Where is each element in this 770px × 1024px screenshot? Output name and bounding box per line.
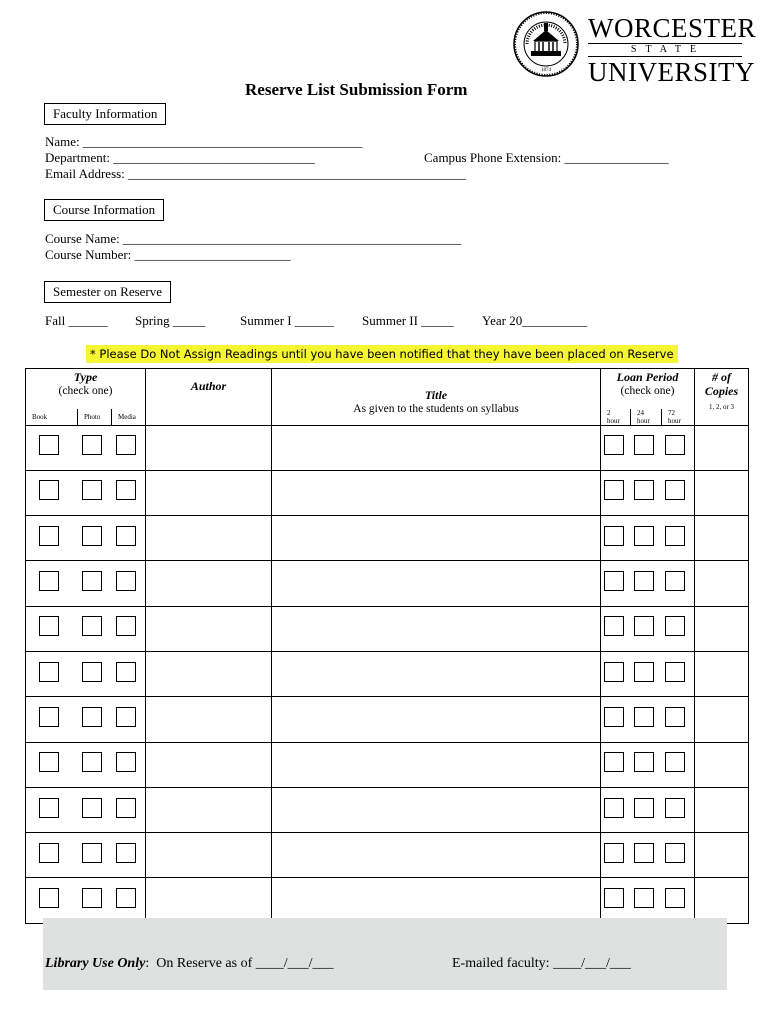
library-use-block	[45, 956, 334, 972]
summer2-field[interactable]: Summer II _____	[362, 313, 454, 328]
table-row	[26, 833, 749, 878]
type-media-checkbox[interactable]	[116, 752, 136, 772]
spring-field[interactable]: Spring _____	[135, 313, 206, 328]
photo-cell	[78, 606, 112, 651]
media-cell	[112, 742, 146, 787]
title-subheader: As given to the students on syllabus	[353, 403, 519, 415]
author-cell[interactable]	[146, 470, 272, 515]
loan-72-checkbox[interactable]	[665, 435, 685, 455]
loan-72-checkbox[interactable]	[665, 526, 685, 546]
loan-72-checkbox[interactable]	[665, 707, 685, 727]
loan-2-checkbox[interactable]	[604, 752, 624, 772]
author-cell[interactable]	[146, 516, 272, 561]
table-header-row	[26, 369, 749, 409]
loan-24-checkbox[interactable]	[634, 888, 654, 908]
media-cell	[112, 470, 146, 515]
library-use-label: Library Use Only	[45, 956, 146, 971]
type-media-checkbox[interactable]	[116, 526, 136, 546]
media-cell	[112, 561, 146, 606]
author-cell[interactable]	[146, 697, 272, 742]
loan-2-checkbox[interactable]	[604, 526, 624, 546]
type-photo-checkbox[interactable]	[82, 480, 102, 500]
loan-24-checkbox[interactable]	[634, 616, 654, 636]
type-book-checkbox[interactable]	[39, 798, 59, 818]
loan-24-checkbox[interactable]	[634, 843, 654, 863]
university-wordmark	[588, 13, 757, 87]
media-cell	[112, 606, 146, 651]
loan-24-cell	[631, 409, 662, 426]
author-header-cell	[146, 369, 272, 426]
type-media-label: Media	[118, 412, 136, 421]
table-row	[26, 516, 749, 561]
loan-72-cell	[662, 470, 695, 515]
author-cell[interactable]	[146, 651, 272, 696]
loan-24-checkbox[interactable]	[634, 480, 654, 500]
photo-cell	[78, 787, 112, 832]
type-media-checkbox[interactable]	[116, 707, 136, 727]
copies-cell[interactable]	[695, 470, 749, 515]
book-cell	[26, 651, 78, 696]
copies-header-cell	[695, 369, 749, 426]
loan-72-cell	[662, 697, 695, 742]
type-media-checkbox[interactable]	[116, 798, 136, 818]
on-reserve-date-field[interactable]: : On Reserve as of ____/___/___	[145, 956, 334, 971]
title-cell[interactable]	[272, 742, 601, 787]
photo-cell	[78, 742, 112, 787]
photo-cell	[78, 651, 112, 696]
svg-text:1874: 1874	[541, 68, 551, 73]
copies-cell[interactable]	[695, 697, 749, 742]
photo-cell	[78, 697, 112, 742]
title-cell[interactable]	[272, 787, 601, 832]
loan-24-cell	[631, 561, 662, 606]
type-book-checkbox[interactable]	[39, 707, 59, 727]
author-cell[interactable]	[146, 787, 272, 832]
loan-24-label: 24	[637, 408, 645, 417]
loan-24-cell	[631, 742, 662, 787]
table-row	[26, 470, 749, 515]
title-cell[interactable]	[272, 561, 601, 606]
photo-cell	[78, 878, 112, 923]
type-photo-checkbox[interactable]	[82, 798, 102, 818]
loan-72-cell	[662, 651, 695, 696]
loan-24-checkbox[interactable]	[634, 662, 654, 682]
faculty-section-label: Faculty Information	[44, 103, 166, 125]
loan-2-checkbox[interactable]	[604, 707, 624, 727]
type-photo-checkbox[interactable]	[82, 571, 102, 591]
loan-72-checkbox[interactable]	[665, 662, 685, 682]
loan-2-cell	[601, 651, 631, 696]
loan-2-cell	[601, 742, 631, 787]
title-cell[interactable]	[272, 606, 601, 651]
loan-24-cell	[631, 651, 662, 696]
loan-2-cell	[601, 409, 631, 426]
book-cell	[26, 470, 78, 515]
book-cell	[26, 742, 78, 787]
loan-72-checkbox[interactable]	[665, 798, 685, 818]
loan-2-cell	[601, 516, 631, 561]
loan-72-cell	[662, 409, 695, 426]
author-cell[interactable]	[146, 833, 272, 878]
loan-72-cell	[662, 561, 695, 606]
loan-24-cell	[631, 833, 662, 878]
book-cell	[26, 425, 78, 470]
media-cell	[112, 697, 146, 742]
loan-2-checkbox[interactable]	[604, 480, 624, 500]
loan-2-unit: hour	[607, 416, 620, 425]
semester-section-label: Semester on Reserve	[44, 281, 171, 303]
author-cell[interactable]	[146, 742, 272, 787]
table-row	[26, 561, 749, 606]
loan-72-unit: hour	[668, 416, 681, 425]
photo-cell	[78, 833, 112, 878]
loan-2-checkbox[interactable]	[604, 662, 624, 682]
loan-24-unit: hour	[637, 416, 650, 425]
copies-subheader: 1, 2, or 3	[708, 403, 735, 411]
fall-field[interactable]: Fall ______	[45, 313, 108, 328]
loan-2-checkbox[interactable]	[604, 888, 624, 908]
type-media-checkbox[interactable]	[116, 616, 136, 636]
copies-cell[interactable]	[695, 651, 749, 696]
table-row	[26, 878, 749, 923]
book-cell	[26, 833, 78, 878]
loan-24-cell	[631, 787, 662, 832]
table-row	[26, 787, 749, 832]
author-cell[interactable]	[146, 606, 272, 651]
copies-cell[interactable]	[695, 833, 749, 878]
loan-2-checkbox[interactable]	[604, 616, 624, 636]
title-cell[interactable]	[272, 470, 601, 515]
course-number-field[interactable]: Course Number: ________________________	[45, 247, 291, 262]
loan-72-checkbox[interactable]	[665, 480, 685, 500]
loan-24-checkbox[interactable]	[634, 526, 654, 546]
loan-72-cell	[662, 833, 695, 878]
title-cell[interactable]	[272, 425, 601, 470]
type-book-checkbox[interactable]	[39, 843, 59, 863]
copies-cell[interactable]	[695, 516, 749, 561]
type-photo-checkbox[interactable]	[82, 662, 102, 682]
loan-2-cell	[601, 425, 631, 470]
type-media-checkbox[interactable]	[116, 435, 136, 455]
title-header: Title	[424, 388, 448, 402]
table-row	[26, 697, 749, 742]
loan-2-cell	[601, 470, 631, 515]
notice-banner: * Please Do Not Assign Readings until you have been notified that they have been placed on Reserve	[86, 345, 678, 363]
loan-72-cell	[662, 878, 695, 923]
loan-subheader: (check one)	[620, 385, 675, 397]
book-cell	[26, 561, 78, 606]
loan-72-checkbox[interactable]	[665, 888, 685, 908]
year-field[interactable]: Year 20__________	[482, 313, 588, 328]
author-header: Author	[190, 379, 227, 394]
loan-72-checkbox[interactable]	[665, 616, 685, 636]
emailed-faculty-date-field[interactable]: E-mailed faculty: ____/___/___	[452, 956, 631, 971]
loan-72-cell	[662, 425, 695, 470]
copies-cell[interactable]	[695, 561, 749, 606]
type-photo-checkbox[interactable]	[82, 435, 102, 455]
loan-24-cell	[631, 516, 662, 561]
photo-cell	[78, 516, 112, 561]
loan-header-cell	[601, 369, 695, 409]
wordmark-university: UNIVERSITY	[588, 57, 755, 87]
type-photo-checkbox[interactable]	[82, 707, 102, 727]
book-cell	[26, 878, 78, 923]
university-seal-logo	[513, 11, 579, 77]
type-header: Type	[73, 370, 98, 384]
loan-72-label: 72	[668, 408, 676, 417]
name-field[interactable]: Name: ___________________________________________	[45, 134, 363, 149]
type-photo-label: Photo	[84, 412, 101, 421]
type-photo-checkbox[interactable]	[82, 752, 102, 772]
type-header-cell	[26, 369, 146, 409]
type-photo-checkbox[interactable]	[82, 526, 102, 546]
media-cell	[112, 787, 146, 832]
table-row	[26, 425, 749, 470]
campus-phone-field[interactable]: Campus Phone Extension: ________________	[424, 150, 669, 165]
type-book-checkbox[interactable]	[39, 662, 59, 682]
copies-cell[interactable]	[695, 425, 749, 470]
media-cell	[112, 651, 146, 696]
course-name-field[interactable]: Course Name: ____________________________________________________	[45, 231, 461, 246]
type-media-cell	[112, 409, 146, 426]
media-cell	[112, 516, 146, 561]
loan-header: Loan Period	[616, 370, 679, 384]
loan-2-cell	[601, 878, 631, 923]
author-cell[interactable]	[146, 425, 272, 470]
loan-2-cell	[601, 833, 631, 878]
loan-24-cell	[631, 606, 662, 651]
type-book-checkbox[interactable]	[39, 480, 59, 500]
loan-2-label: 2	[607, 408, 611, 417]
type-subheader: (check one)	[58, 385, 113, 397]
title-cell[interactable]	[272, 833, 601, 878]
type-photo-checkbox[interactable]	[82, 616, 102, 636]
title-header-cell	[272, 369, 601, 426]
copies-cell[interactable]	[695, 787, 749, 832]
author-cell[interactable]	[146, 878, 272, 923]
copies-cell[interactable]	[695, 742, 749, 787]
loan-2-cell	[601, 606, 631, 651]
photo-cell	[78, 470, 112, 515]
email-field[interactable]: Email Address: ____________________________________________________	[45, 166, 467, 181]
copies-header-line2: Copies	[704, 384, 739, 398]
type-media-checkbox[interactable]	[116, 480, 136, 500]
summer1-field[interactable]: Summer I ______	[240, 313, 334, 328]
reserve-items-table	[25, 368, 749, 924]
type-media-checkbox[interactable]	[116, 571, 136, 591]
loan-24-checkbox[interactable]	[634, 707, 654, 727]
loan-24-cell	[631, 697, 662, 742]
author-cell[interactable]	[146, 561, 272, 606]
media-cell	[112, 878, 146, 923]
book-cell	[26, 516, 78, 561]
title-cell[interactable]	[272, 878, 601, 923]
type-book-label: Book	[32, 412, 48, 421]
library-use-footer	[43, 918, 727, 990]
loan-2-checkbox[interactable]	[604, 571, 624, 591]
loan-2-cell	[601, 697, 631, 742]
book-cell	[26, 787, 78, 832]
loan-24-cell	[631, 470, 662, 515]
photo-cell	[78, 561, 112, 606]
loan-2-checkbox[interactable]	[604, 435, 624, 455]
table-row	[26, 651, 749, 696]
wordmark-state: STATE	[588, 43, 742, 57]
table-row	[26, 742, 749, 787]
type-photo-checkbox[interactable]	[82, 888, 102, 908]
loan-2-cell	[601, 787, 631, 832]
loan-72-cell	[662, 516, 695, 561]
type-photo-checkbox[interactable]	[82, 843, 102, 863]
form-title: Reserve List Submission Form	[245, 80, 468, 99]
loan-72-cell	[662, 742, 695, 787]
loan-24-checkbox[interactable]	[634, 752, 654, 772]
type-book-checkbox[interactable]	[39, 571, 59, 591]
loan-2-checkbox[interactable]	[604, 843, 624, 863]
title-cell[interactable]	[272, 651, 601, 696]
photo-cell	[78, 425, 112, 470]
copies-cell[interactable]	[695, 606, 749, 651]
type-media-checkbox[interactable]	[116, 843, 136, 863]
course-section-label: Course Information	[44, 199, 164, 221]
department-field[interactable]: Department: _______________________________	[45, 150, 315, 165]
loan-72-checkbox[interactable]	[665, 843, 685, 863]
type-media-checkbox[interactable]	[116, 662, 136, 682]
type-book-checkbox[interactable]	[39, 888, 59, 908]
loan-72-cell	[662, 787, 695, 832]
loan-72-cell	[662, 606, 695, 651]
loan-24-checkbox[interactable]	[634, 435, 654, 455]
copies-header-line1: # of	[712, 370, 732, 384]
loan-2-cell	[601, 561, 631, 606]
media-cell	[112, 833, 146, 878]
type-book-cell	[26, 409, 78, 426]
type-book-checkbox[interactable]	[39, 435, 59, 455]
table-row	[26, 606, 749, 651]
book-cell	[26, 697, 78, 742]
loan-24-checkbox[interactable]	[634, 571, 654, 591]
loan-72-checkbox[interactable]	[665, 752, 685, 772]
type-book-checkbox[interactable]	[39, 526, 59, 546]
loan-24-cell	[631, 425, 662, 470]
loan-2-checkbox[interactable]	[604, 798, 624, 818]
loan-24-cell	[631, 878, 662, 923]
type-book-checkbox[interactable]	[39, 752, 59, 772]
copies-cell[interactable]	[695, 878, 749, 923]
type-media-checkbox[interactable]	[116, 888, 136, 908]
type-book-checkbox[interactable]	[39, 616, 59, 636]
book-cell	[26, 606, 78, 651]
wordmark-worcester: WORCESTER	[588, 13, 757, 43]
title-cell[interactable]	[272, 516, 601, 561]
loan-72-checkbox[interactable]	[665, 571, 685, 591]
loan-24-checkbox[interactable]	[634, 798, 654, 818]
media-cell	[112, 425, 146, 470]
title-cell[interactable]	[272, 697, 601, 742]
type-photo-cell	[78, 409, 112, 426]
